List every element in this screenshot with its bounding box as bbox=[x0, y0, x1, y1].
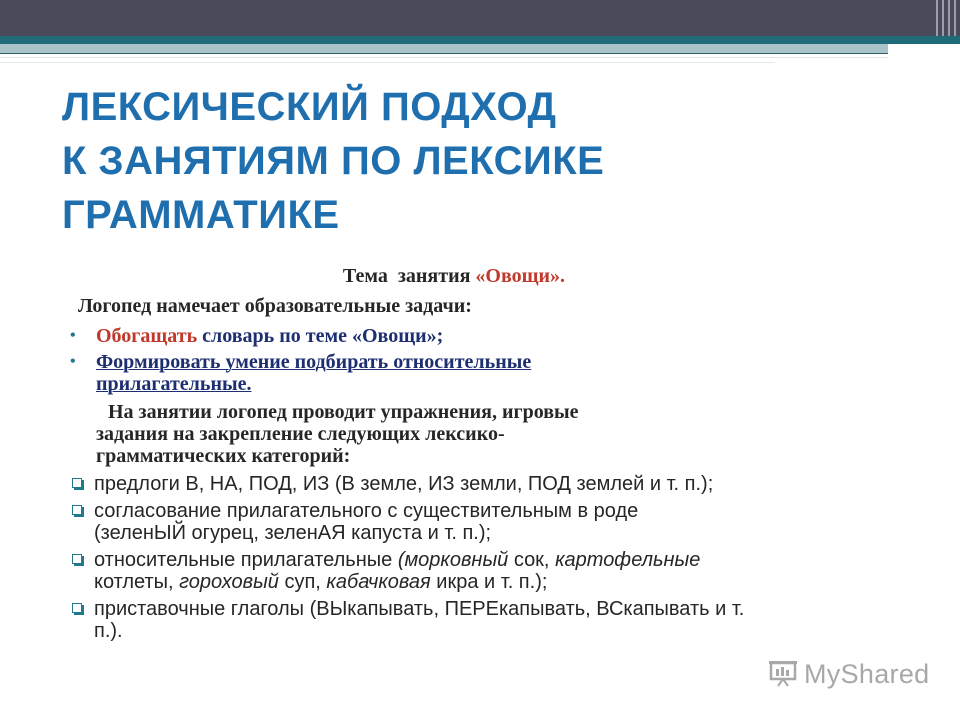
bullet-line-2: прилагательные. bbox=[96, 373, 252, 395]
band-line bbox=[0, 53, 888, 54]
checklist-item bbox=[64, 473, 904, 495]
checklist-item bbox=[64, 598, 904, 642]
title-line-3: ГРАММАТИКЕ bbox=[62, 193, 340, 237]
title-line-1: ЛЕКСИЧЕСКИЙ ПОДХОД bbox=[62, 85, 557, 129]
rel-adj-text: сок, bbox=[508, 549, 556, 571]
teal-band bbox=[0, 36, 960, 44]
topic-label: Тема занятия bbox=[342, 265, 476, 287]
checkbox-bullet-icon bbox=[72, 478, 82, 488]
checklist-line-1: согласование прилагательного с существительным в роде bbox=[94, 500, 639, 522]
bullet-dot-icon: • bbox=[70, 327, 76, 344]
checkbox-bullet-icon bbox=[72, 505, 82, 515]
slide-content bbox=[64, 265, 904, 642]
exercises-line-2: задания на закрепление следующих лексико- bbox=[96, 423, 505, 445]
intro-line: Логопед намечает образовательные задачи: bbox=[78, 295, 472, 317]
title-line-2: К ЗАНЯТИЯМ ПО ЛЕКСИКЕ bbox=[62, 139, 605, 183]
rel-adj-text: относительные прилагательные bbox=[94, 549, 398, 571]
checklist-text: предлоги В, НА, ПОД, ИЗ (В земле, ИЗ земли, ПОД землей и т. п.); bbox=[94, 473, 714, 495]
checklist-line-1: приставочные глаголы (ВЫкапывать, ПЕРЕкапывать, ВСкапывать и т. bbox=[94, 598, 745, 620]
rel-adj-italic: кабачковая bbox=[326, 571, 431, 593]
band-line bbox=[0, 62, 775, 63]
light-band bbox=[0, 44, 888, 53]
rel-adj-text: икра и т. п.); bbox=[430, 571, 548, 593]
checkbox-bullet-icon bbox=[72, 554, 82, 564]
bullet-dot-icon: • bbox=[70, 353, 76, 370]
bullet-item bbox=[64, 325, 904, 347]
exercises-paragraph bbox=[64, 401, 904, 467]
bullet-line-1: Формировать умение подбирать относительные bbox=[96, 351, 532, 373]
bullet-item bbox=[64, 351, 904, 395]
exercises-line-3: грамматических категорий: bbox=[96, 445, 351, 467]
corner-stripes bbox=[930, 0, 960, 36]
myshared-watermark bbox=[768, 654, 928, 694]
rel-adj-text: суп, bbox=[278, 571, 327, 593]
slide-title bbox=[62, 80, 882, 242]
bullet-rest: словарь по теме «Овощи»; bbox=[197, 325, 444, 347]
checklist-item bbox=[64, 500, 904, 544]
watermark-brand: MyShared bbox=[804, 659, 930, 689]
exercises-line-1: На занятии логопед проводит упражнения, игровые bbox=[108, 401, 579, 423]
topic-value: «Овощи». bbox=[475, 265, 566, 287]
rel-adj-text: котлеты, bbox=[94, 571, 180, 593]
checklist-line-2: п.). bbox=[94, 620, 123, 642]
bullet-highlight: Обогащать bbox=[96, 325, 198, 347]
top-dark-bar bbox=[0, 0, 960, 36]
topic-line bbox=[64, 265, 904, 287]
rel-adj-italic: гороховый bbox=[179, 571, 279, 593]
band-line bbox=[0, 57, 888, 58]
presentation-icon bbox=[768, 658, 798, 688]
rel-adj-italic: картофельные bbox=[555, 549, 701, 571]
checkbox-bullet-icon bbox=[72, 603, 82, 613]
checklist-line-2: (зеленЫЙ огурец, зеленАЯ капуста и т. п.); bbox=[94, 522, 492, 544]
rel-adj-italic: (морковный bbox=[397, 549, 509, 571]
checklist-item bbox=[64, 549, 904, 593]
